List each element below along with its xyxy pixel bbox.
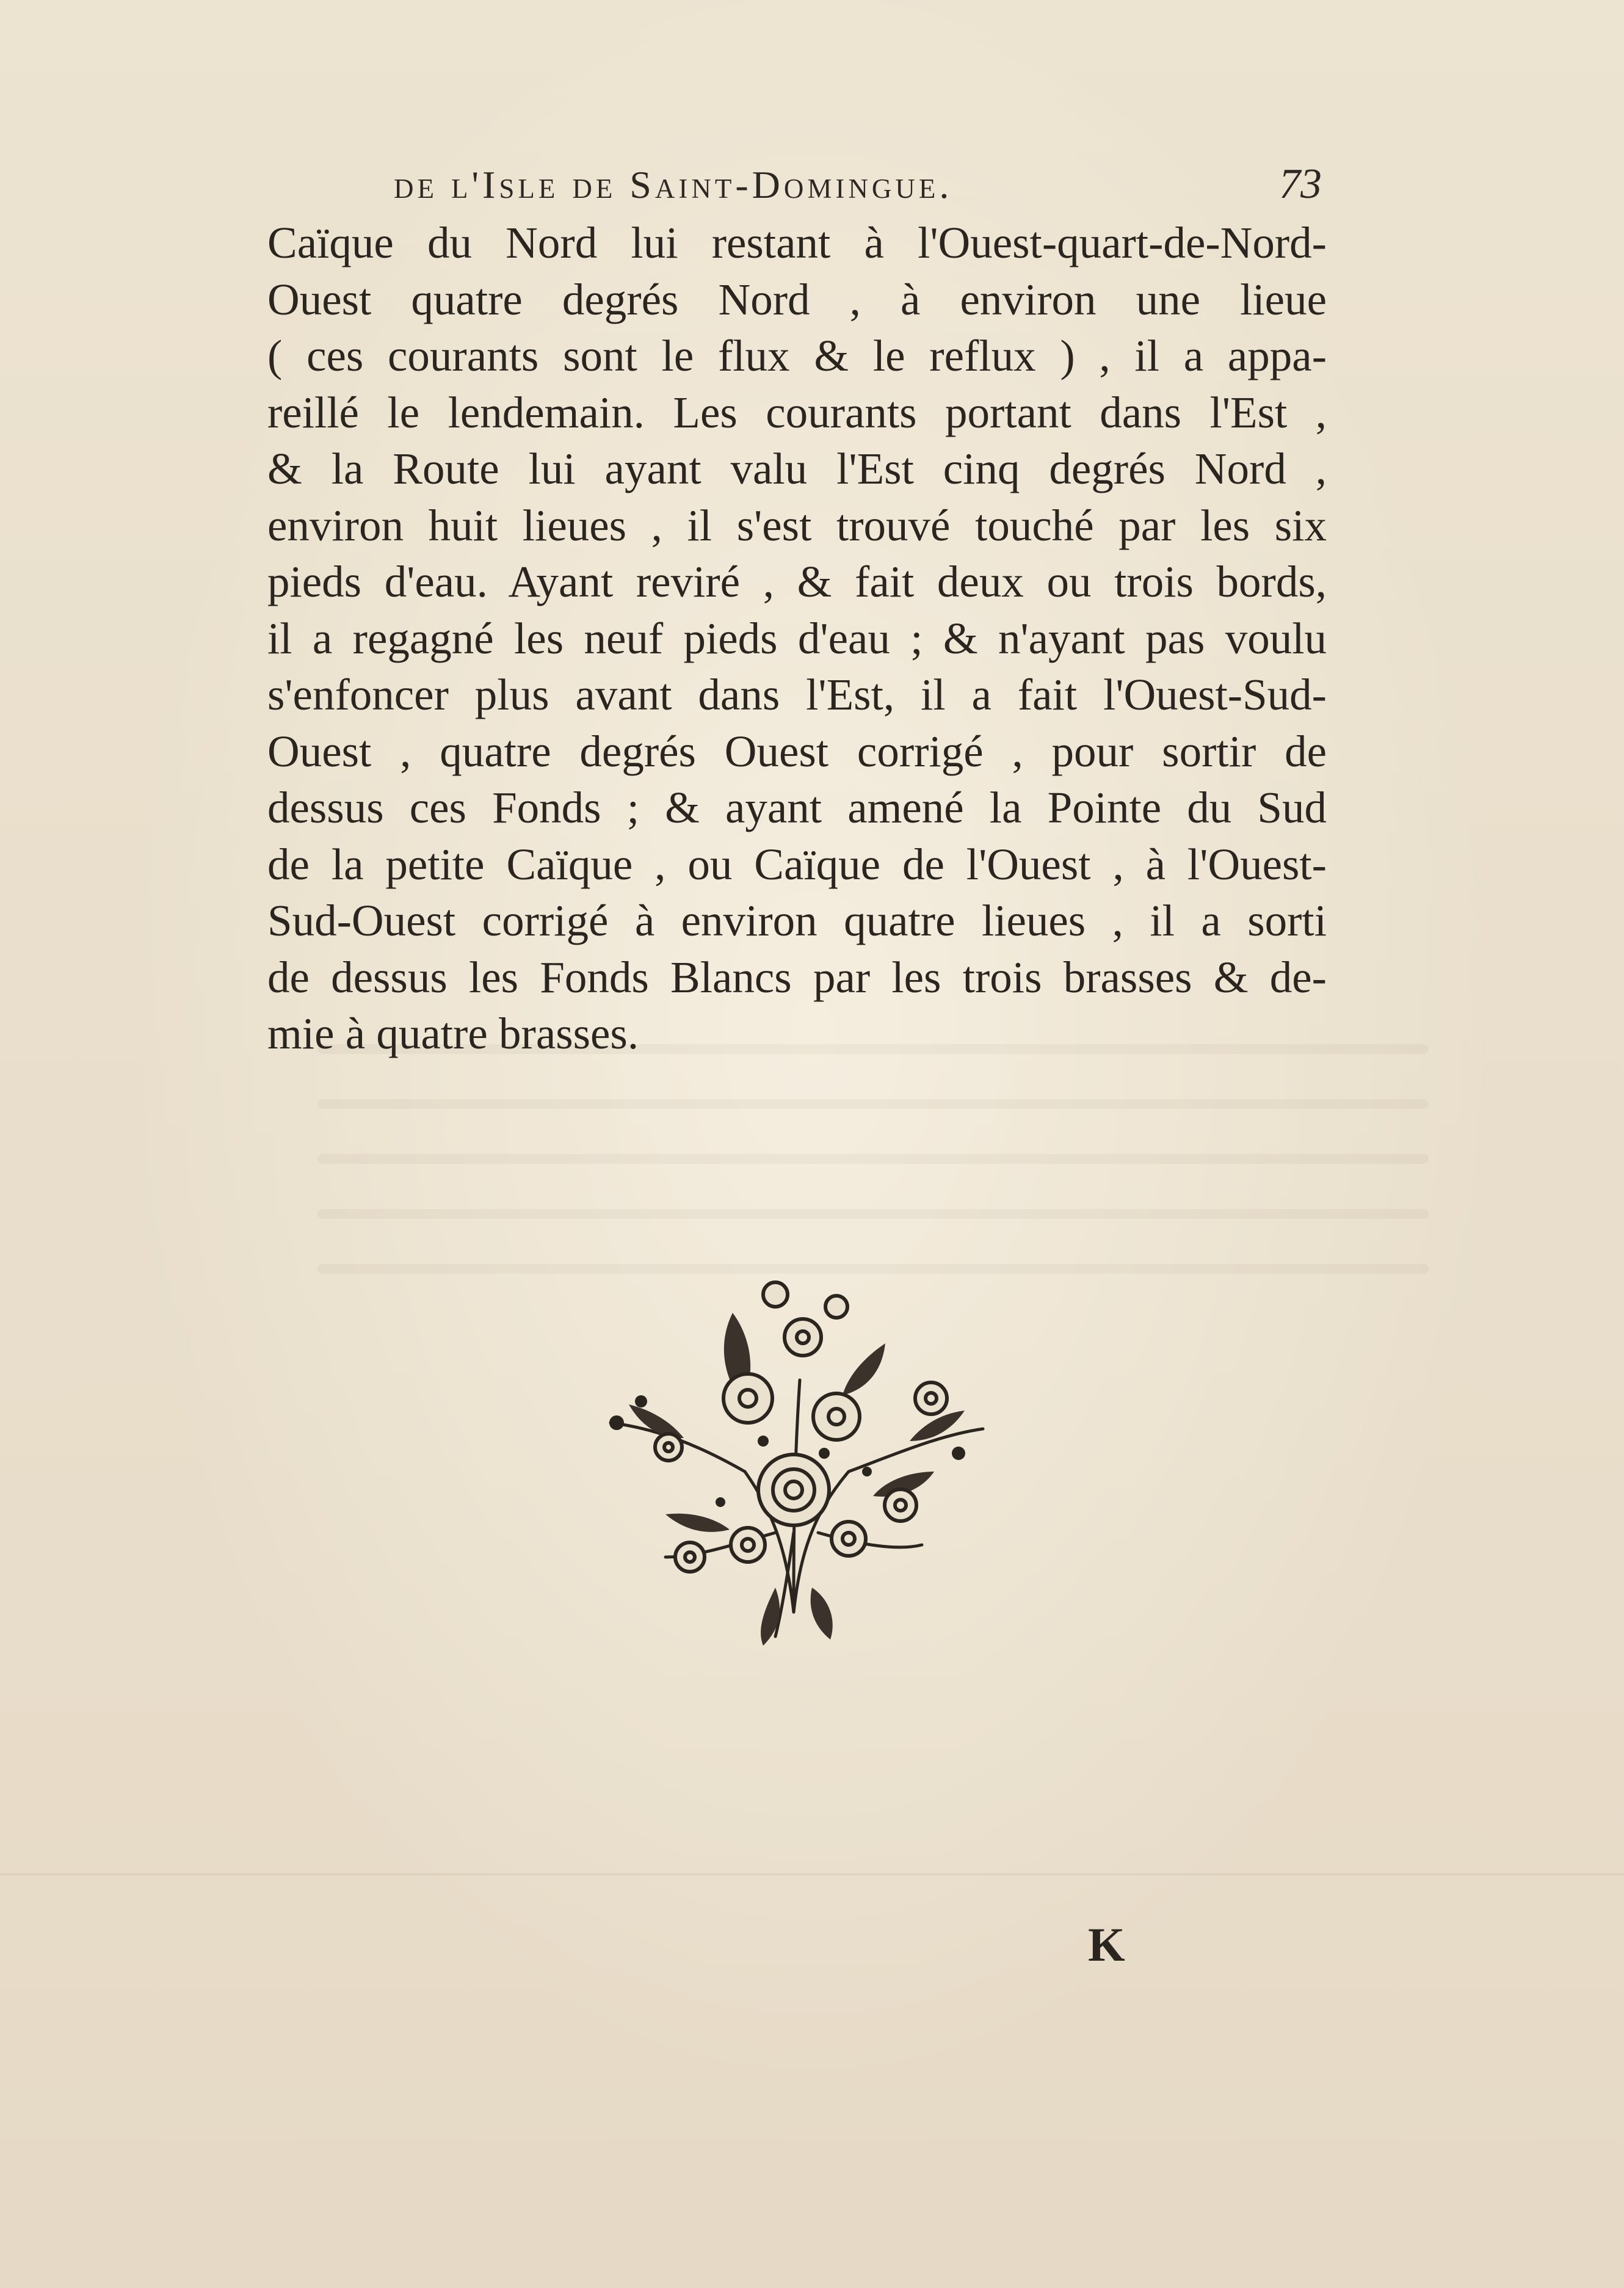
floral-bouquet-icon	[592, 1270, 995, 1649]
signature-mark: K	[1088, 1918, 1125, 1971]
text-line: environ huit lieues , il s'est trouvé touché par les six	[267, 500, 1327, 550]
text-line: de dessus les Fonds Blancs par les trois brasses & de-	[267, 952, 1327, 1002]
text-line: mie à quatre brasses.	[267, 1009, 639, 1058]
page-number: 73	[1279, 161, 1322, 208]
text-line: il a regagné les neuf pieds d'eau ; & n'ayant pas voulu	[267, 613, 1327, 663]
text-line: & la Route lui ayant valu l'Est cinq degrés Nord ,	[267, 444, 1327, 493]
bleed-through-mark	[317, 1099, 1429, 1109]
text-line: Sud-Ouest corrigé à environ quatre lieues , il a sorti	[267, 896, 1327, 945]
body-text	[267, 215, 1327, 1062]
text-line: Ouest quatre degrés Nord , à environ une lieue	[267, 274, 1327, 324]
bleed-through-mark	[317, 1209, 1429, 1219]
text-line: dessus ces Fonds ; & ayant amené la Pointe du Sud	[267, 783, 1327, 832]
paper-crease	[0, 1873, 1624, 1875]
running-title: de l'Isle de Saint-Domingue.	[394, 163, 953, 206]
text-line: ( ces courants sont le flux & le reflux ) , il a appa-	[267, 331, 1327, 380]
text-line: s'enfoncer plus avant dans l'Est, il a fait l'Ouest-Sud-	[267, 670, 1327, 719]
bleed-through-mark	[317, 1154, 1429, 1164]
running-header	[394, 160, 1322, 209]
text-line: reillé le lendemain. Les courants portant dans l'Est ,	[267, 387, 1327, 437]
text-line: pieds d'eau. Ayant reviré , & fait deux ou trois bords,	[267, 557, 1327, 606]
text-line: de la petite Caïque , ou Caïque de l'Ouest , à l'Ouest-	[267, 839, 1327, 889]
text-line: Caïque du Nord lui restant à l'Ouest-quart-de-Nord-	[267, 218, 1327, 267]
text-line: Ouest , quatre degrés Ouest corrigé , pour sortir de	[267, 726, 1327, 776]
